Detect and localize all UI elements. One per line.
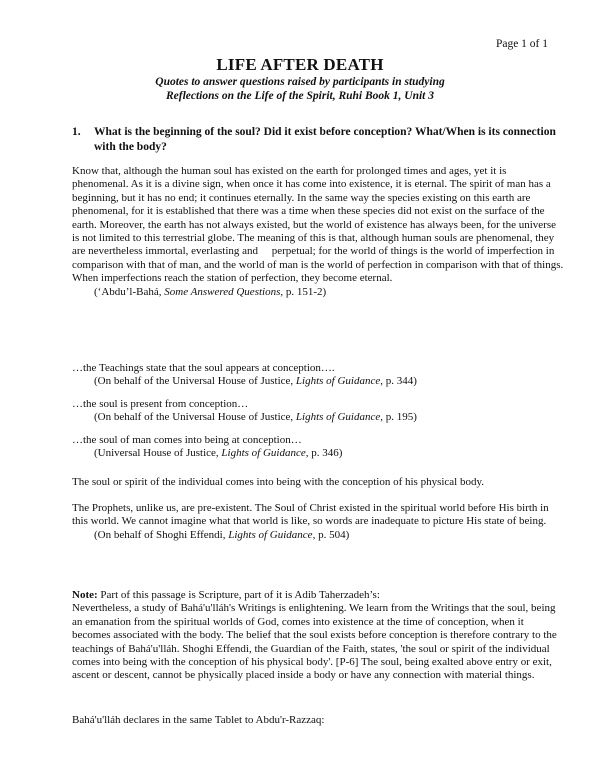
citation-work: Lights of Guidance	[228, 528, 313, 541]
citation-suffix: , p. 504)	[312, 528, 350, 541]
citation-suffix: , p. 151-2)	[280, 285, 327, 298]
page-indicator: Page 1 of 1	[495, 38, 548, 50]
citation-work: Lights of Guidance	[295, 411, 381, 424]
citation-prefix: (‘Abdu’l-Bahá,	[94, 285, 165, 298]
question-number: 1.	[72, 126, 81, 138]
quote-1	[72, 362, 564, 389]
note-section	[72, 589, 564, 683]
main-quote-text: Know that, although the human soul has existed on the earth for prolonged times and ages, yet it is phenomenal. As it is a divine sign, when once it has come into existence, it is eternal. The spirit of man has a beginning, but it has no end; it continues eternally. In the same way the species existing on this earth are phenomenal, for it is established that there was a time when these species did not exist on the surface of the earth. Moreover, the earth has not always existed, but the world of existence has always been, for the universe is not limited to this terrestrial globe. The meaning of this is that, although human souls are phenomenal, they are nevertheless immortal, everlasting and perpetual; for the world of things is the world of imperfection in comparison with that of man, and the world of man is the world of perfection in comparison with that of things. When imperfections reach the station of perfection, they become eternal.	[72, 165, 564, 285]
citation-suffix: , p. 346)	[305, 447, 343, 460]
subtitle-line-1: Quotes to answer questions raised by participants in studying	[155, 76, 445, 88]
page-title: LIFE AFTER DEATH	[216, 55, 384, 74]
question-text: What is the beginning of the soul? Did it exist before conception? What/When is its connection with the body?	[94, 126, 556, 153]
main-quote-citation	[72, 286, 564, 299]
quote-citation	[72, 411, 564, 424]
citation-work: Some Answered Questions	[164, 285, 281, 298]
note-text: Nevertheless, a study of Bahá'u'lláh's Writings is enlightening. We learn from the Writings that the soul, being an emanation from the spiritual worlds of God, comes into existence at the time of conception, when it becomes associated with the body. The belief that the soul exists before conception is therefore contrary to the teachings of Bahá'u'lláh. Shoghi Effendi, the Guardian of the Faith, states, 'the soul or spirit of the individual comes into being with the conception of his physical body'. [P-6] The soul, being exalted above entry or exit, ascent or descent, cannot be physically placed inside a body or have any connection with material things.	[72, 602, 557, 682]
quote-text: …the Teachings state that the soul appears at conception….	[72, 362, 335, 374]
citation-prefix: (Universal House of Justice,	[94, 447, 222, 460]
citation-prefix: (On behalf of the Universal House of Justice,	[94, 375, 296, 388]
citation-work: Lights of Guidance	[295, 375, 381, 388]
quote-text: …the soul of man comes into being at conception…	[72, 434, 302, 446]
citation-prefix: (On behalf of the Universal House of Justice,	[94, 411, 296, 424]
note-label: Note:	[72, 589, 98, 601]
quote-2	[72, 398, 564, 425]
question-heading	[72, 125, 562, 154]
citation-prefix: (On behalf of Shoghi Effendi,	[94, 528, 229, 541]
subtitle-line-2: Reflections on the Life of the Spirit, Ruhi Book 1, Unit 3	[165, 90, 435, 102]
prophets-text: The Prophets, unlike us, are pre-existent. The Soul of Christ existed in the spiritual world before His birth in this world. We cannot imagine what that world is like, so words are inadequate to picture His state of being.	[72, 502, 549, 528]
citation-work: Lights of Guidance	[221, 447, 306, 460]
closing-line: Bahá'u'lláh declares in the same Tablet to Abdu'r-Razzaq:	[72, 714, 325, 726]
page-subtitle	[0, 75, 600, 103]
quote-citation	[72, 375, 564, 388]
citation-suffix: , p. 344)	[380, 375, 417, 388]
prophets-quote	[72, 502, 564, 542]
soul-statement: The soul or spirit of the individual comes into being with the conception of his physical body.	[72, 476, 485, 488]
note-heading	[72, 589, 564, 602]
citation-suffix: , p. 195)	[380, 411, 417, 424]
note-intro: Part of this passage is Scripture, part of it is Adib Taherzadeh’s:	[97, 589, 380, 601]
prophets-citation	[72, 529, 564, 542]
quote-citation	[72, 447, 564, 460]
quote-3	[72, 434, 564, 461]
quote-text: …the soul is present from conception…	[72, 398, 249, 410]
main-quote	[72, 165, 564, 299]
